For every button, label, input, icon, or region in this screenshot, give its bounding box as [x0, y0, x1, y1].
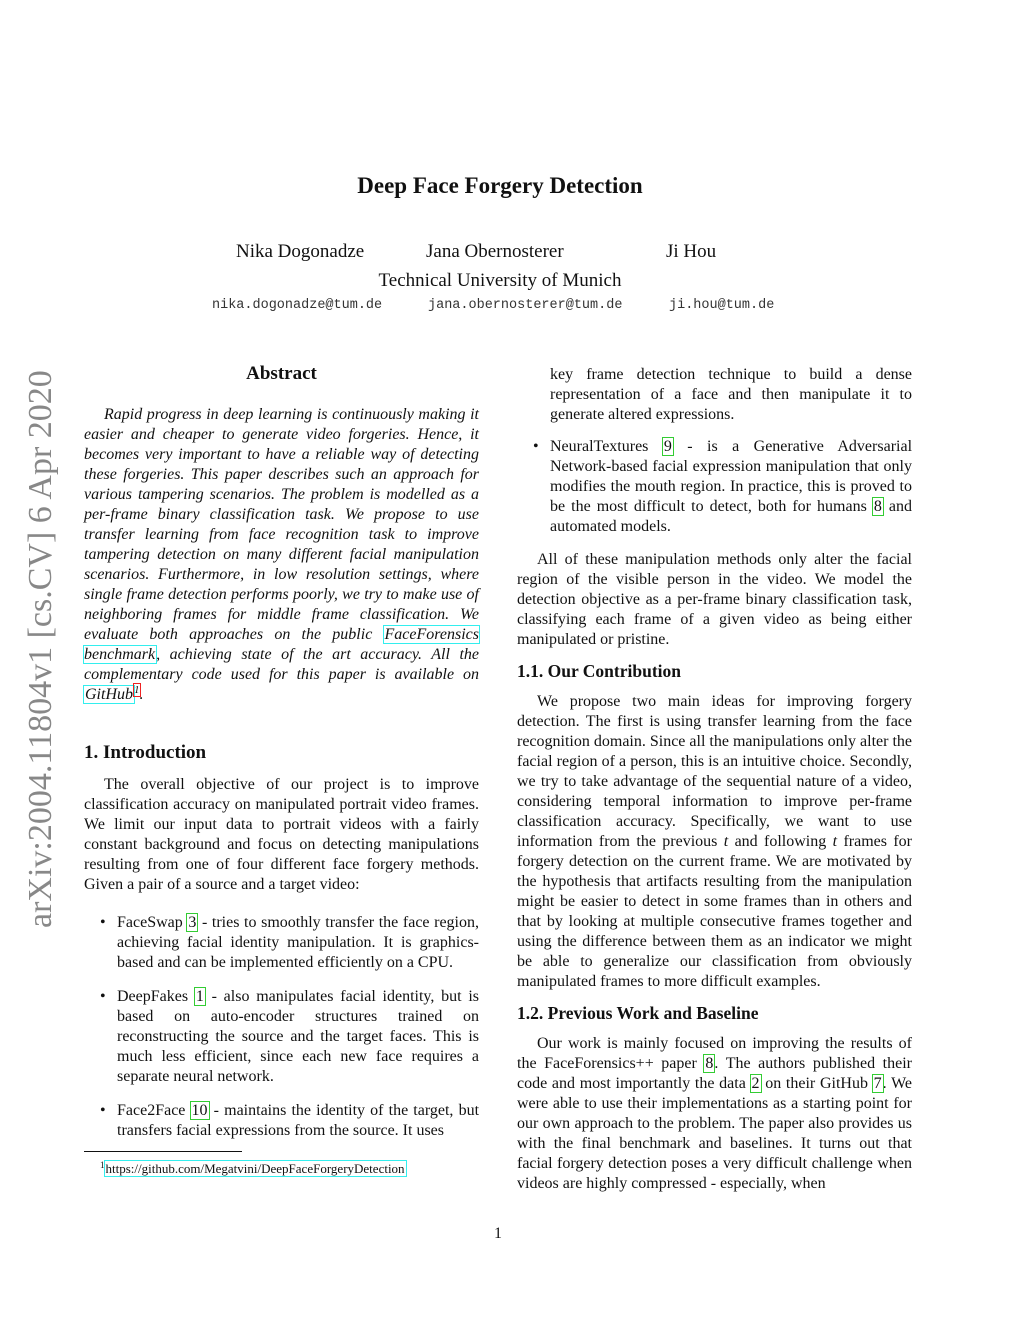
math-variable: t — [723, 833, 729, 850]
methods-paragraph: All of these manipulation methods only alter the facial region of the visible person in the video. We model the detection objective as a per-frame binary classification task, classifying each frame of a given video as being either manipulated or pristine. — [517, 551, 912, 648]
citation-link[interactable]: 2 — [751, 1075, 760, 1092]
abstract-heading: Abstract — [246, 363, 317, 384]
section-heading-introduction: 1. Introduction — [84, 742, 207, 763]
math-variable: t — [832, 833, 838, 850]
left-column — [84, 362, 479, 1178]
citation-link[interactable]: 1 — [195, 988, 204, 1005]
section-heading-previous-work: 1.2. Previous Work and Baseline — [517, 1003, 759, 1023]
section-heading-contribution: 1.1. Our Contribution — [517, 661, 682, 681]
hyperlink[interactable]: FaceForensics benchmark — [84, 626, 479, 663]
author-email: jana.obernosterer@tum.de — [428, 298, 623, 313]
citation-link[interactable]: 8 — [873, 498, 882, 515]
footnote-mark: 1 — [100, 1160, 105, 1170]
right-column — [517, 365, 912, 1194]
author-name: Jana Obernosterer — [426, 241, 564, 262]
list-item-text: NeuralTextures 9 - is a Generative Adversarial Network-based facial expression manipulation that only modifies the mouth region. In practice, this is proved to be the most difficult to detect, both for humans 8 and automated models. — [550, 438, 913, 535]
author-name: Ji Hou — [666, 241, 717, 262]
citation-link[interactable]: 3 — [188, 914, 197, 931]
list-item-faceswap: • FaceSwap 3 - tries to smoothly transfer the face region, achieving facial identity manipulation. It is graphics-based and can be implemented efficiently on a CPU. — [100, 914, 480, 971]
list-item-text: DeepFakes 1 - also manipulates facial identity, but is based on auto-encoder structures trained on reconstructing the source and the target faces. This is much less efficient, since each new face requires a separate neural network. — [117, 988, 479, 1085]
arxiv-identifier: arXiv:2004.11804v1 [cs.CV] 6 Apr 2020 — [22, 370, 59, 928]
footnote-ref[interactable]: 1 — [134, 683, 140, 696]
paper-title: Deep Face Forgery Detection — [357, 173, 643, 198]
footnote-link[interactable]: https://github.com/Megatvini/DeepFaceForgeryDetection — [105, 1161, 405, 1177]
bullet-continuation: key frame detection technique to build a dense representation of a face and then manipulate it to generate altered expressions. — [550, 366, 912, 423]
citation-link[interactable]: 8 — [705, 1055, 714, 1072]
hyperlink[interactable]: GitHub — [85, 686, 133, 703]
citation-link[interactable]: 7 — [873, 1075, 882, 1092]
author-email: nika.dogonadze@tum.de — [212, 298, 383, 313]
citation-link[interactable]: 9 — [663, 438, 672, 455]
list-item-text: FaceSwap 3 - tries to smoothly transfer the face region, achieving facial identity manipulation. It is graphics-based and can be implemented efficiently on a CPU. — [117, 914, 480, 971]
list-item-face2face: • Face2Face 10 - maintains the identity of the target, but transfers facial expressions from the source. It uses — [100, 1102, 480, 1139]
list-item-deepfakes: • DeepFakes 1 - also manipulates facial identity, but is based on auto-encoder structures trained on reconstructing the source and the target faces. This is much less efficient, since each new face requires a separate neural network. — [100, 988, 479, 1085]
list-item-neuraltextures: • NeuralTextures 9 - is a Generative Adversarial Network-based facial expression manipulation that only modifies the mouth region. In practice, this is proved to be the most difficult to detect, both for humans 8 and automated models. — [533, 438, 913, 535]
list-item-text: Face2Face 10 - maintains the identity of the target, but transfers facial expressions from the source. It uses — [117, 1102, 480, 1139]
citation-link[interactable]: 10 — [191, 1102, 208, 1119]
footnote — [84, 1156, 479, 1178]
author-name: Nika Dogonadze — [236, 241, 365, 262]
author-email: ji.hou@tum.de — [669, 298, 775, 313]
intro-paragraph: The overall objective of our project is to improve classification accuracy on manipulated portrait video frames. We limit our input data to portrait videos with a fairly constant background and focus on detecting manipulations resulting from one of four different face forgery methods. Given a pair of a source and a target video: — [84, 776, 479, 893]
page-number: 1 — [494, 1225, 502, 1242]
affiliation: Technical University of Munich — [378, 270, 622, 291]
previous-work-paragraph: Our work is mainly focused on improving the results of the FaceForensics++ paper 8. The authors published their code and most importantly the data 2 on their GitHub 7. We were able to use their implementations as a starting point for our own approach to the problem. The paper also provides us with the final benchmark and baselines. It turns out that facial forgery detection poses a very difficult challenge when videos are highly compressed - especially, when — [517, 1035, 912, 1192]
footnote-divider — [84, 1151, 242, 1152]
contribution-paragraph: We propose two main ideas for improving forgery detection. The first is using transfer learning from the face recognition domain. Since all the manipulations only alter the facial region of a person, this is an intuitive choice. Secondly, we try to take advantage of the sequential nature of a video, considering temporal information to improve per-frame classification accuracy. Specifically, we want to use information from the previous t and following t frames for forgery detection on the current frame. We are motivated by the hypothesis that artifacts resulting from the manipulation might be easier to detect in some frames than in others and that by looking at multiple consecutive frames together and using the difference between them as an indicator we might be able to generalize our classification from obviously manipulated frames to more difficult examples. — [517, 693, 913, 990]
abstract-body: Rapid progress in deep learning is continuously making it easier and cheaper to generate video forgeries. Hence, it becomes very important to have a reliable way of detecting these forgeries. This paper describes such an approach for various tampering scenarios. The problem is modelled as a per-frame binary classification task. We propose to use transfer learning from face recognition task to improve tampering detection on many different facial manipulation scenarios. Furthermore, in low resolution settings, where single frame detection performs poorly, we try to make use of neighboring frames for middle frame classification. We evaluate both approaches on the public FaceForensics benchmark, achieving state of the art accuracy. All the complementary code used for this paper is available on GitHub$^1$. — [84, 406, 479, 703]
